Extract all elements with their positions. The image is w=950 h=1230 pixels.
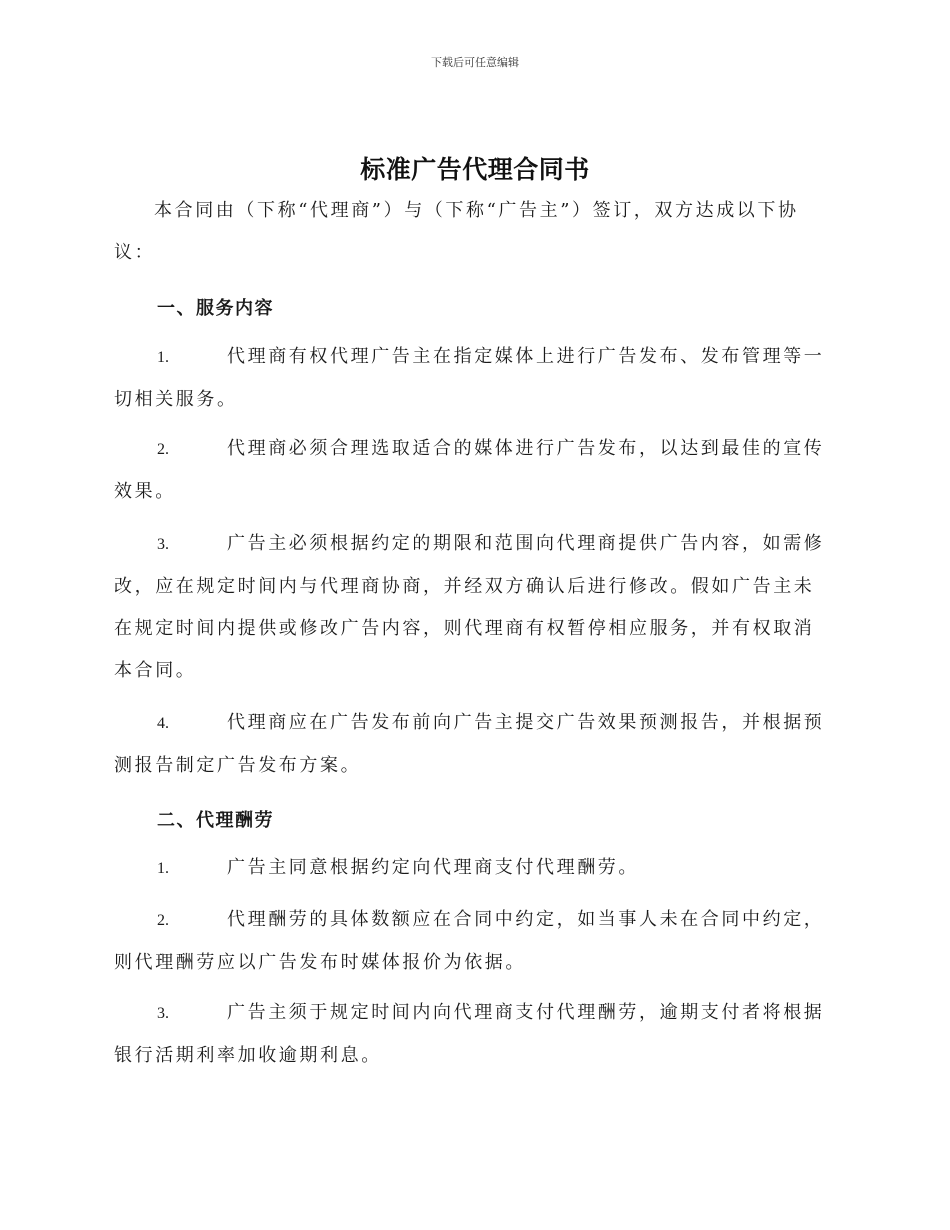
item-number: 2. <box>157 912 169 929</box>
item-text: 代理酬劳的具体数额应在合同中约定，如当事人未在合同中约定，则代理酬劳应以广告发布时媒体报价为依据。 <box>114 909 825 973</box>
intro-paragraph <box>114 190 834 274</box>
item-text: 代理商应在广告发布前向广告主提交广告效果预测报告，并根据预测报告制定广告发布方案。 <box>114 712 825 776</box>
item-text: 广告主须于规定时间内向代理商支付代理酬劳，逾期支付者将根据银行活期利率加收逾期利息。 <box>114 1002 825 1066</box>
list-item <box>114 428 834 513</box>
list-item <box>114 702 834 787</box>
item-text: 代理商有权代理广告主在指定媒体上进行广告发布、发布管理等一切相关服务。 <box>114 346 825 410</box>
intro-text: 本合同由（下称“代理商”）与（下称“广告主”）签订，双方达成以下协议： <box>114 200 799 263</box>
item-text: 广告主必须根据约定的期限和范围向代理商提供广告内容，如需修改，应在规定时间内与代理商协商，并经双方确认后进行修改。假如广告主未在规定时间内提供或修改广告内容，则代理商有权暂停相应服务，并有权取消本合同。 <box>114 533 825 681</box>
list-item <box>114 992 834 1077</box>
item-number: 2. <box>157 441 169 458</box>
item-text: 广告主同意根据约定向代理商支付代理酬劳。 <box>227 857 639 878</box>
list-item <box>114 847 834 890</box>
list-item <box>114 523 834 692</box>
item-number: 3. <box>157 536 169 553</box>
item-number: 1. <box>157 349 169 366</box>
item-number: 4. <box>157 715 169 732</box>
section-heading-remuneration: 二、代理酬劳 <box>157 810 274 831</box>
list-item <box>114 336 834 421</box>
section-heading-services: 一、服务内容 <box>157 298 274 319</box>
list-item <box>114 899 834 984</box>
item-number: 3. <box>157 1005 169 1022</box>
item-number: 1. <box>157 860 169 877</box>
item-text: 代理商必须合理选取适合的媒体进行广告发布，以达到最佳的宣传效果。 <box>114 438 825 502</box>
header-note: 下载后可任意编辑 <box>431 56 519 69</box>
document-title: 标准广告代理合同书 <box>360 155 590 184</box>
